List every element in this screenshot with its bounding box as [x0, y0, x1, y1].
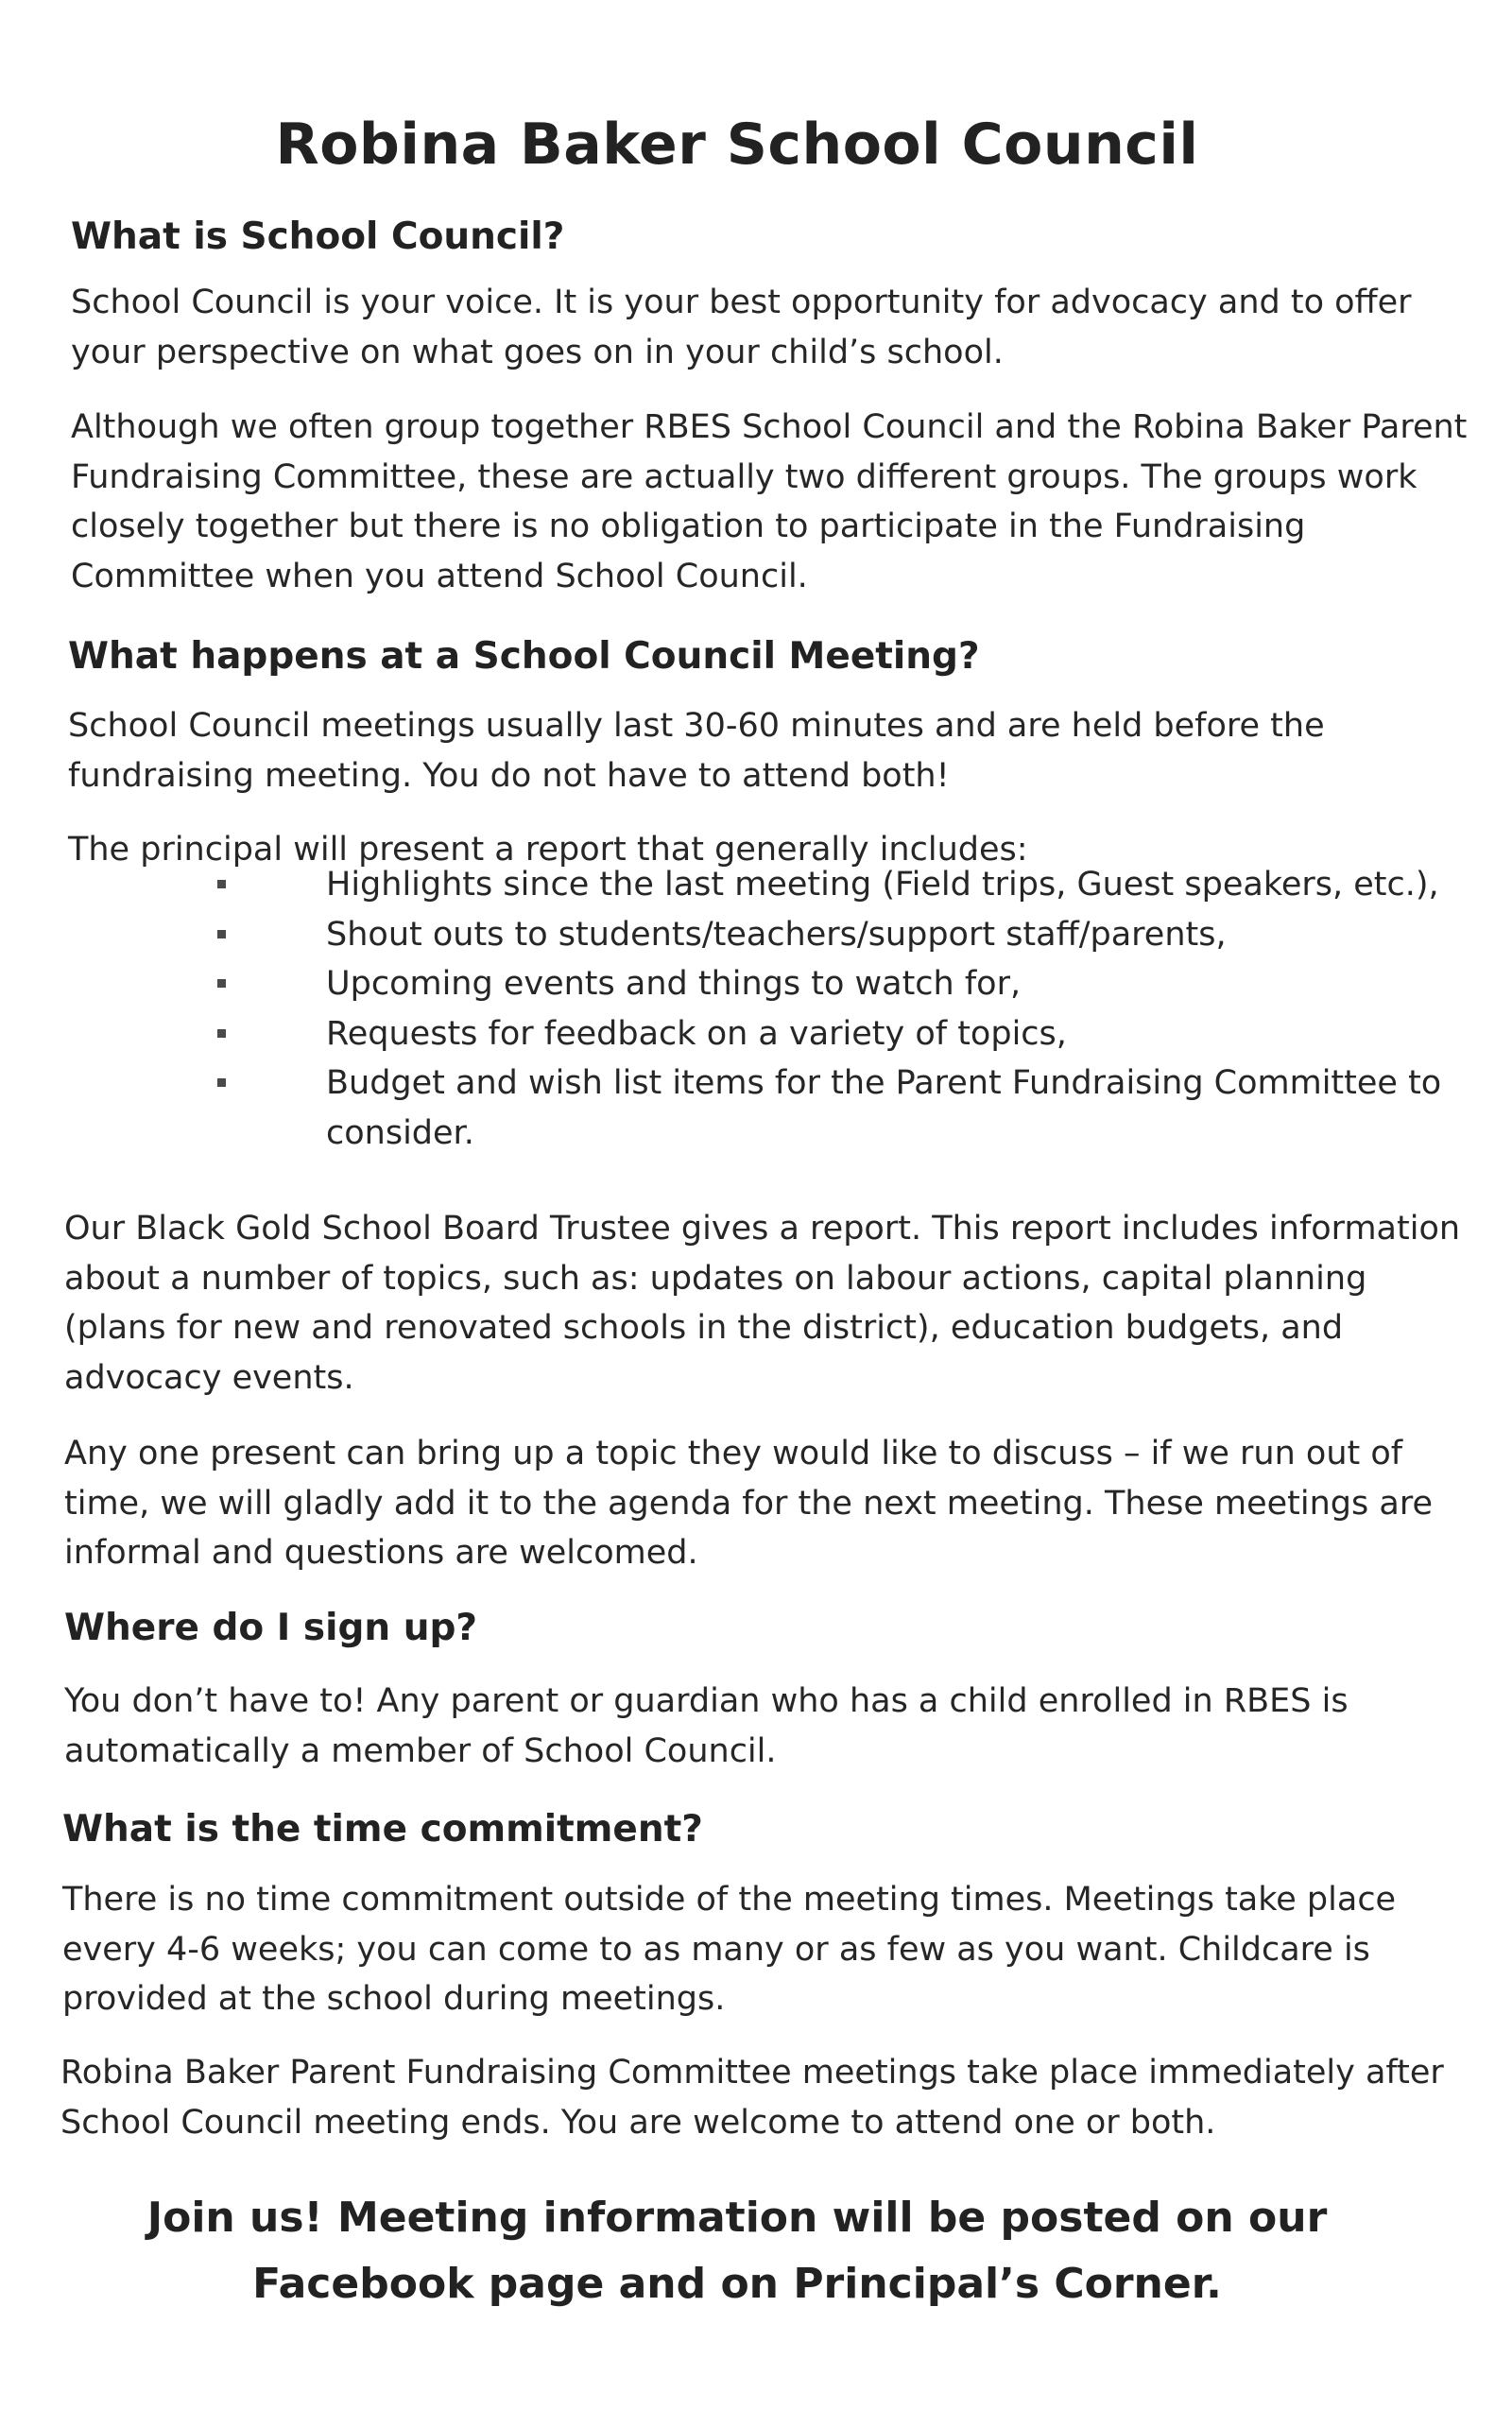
closing-call-to-action-line-2: Facebook page and on Principal’s Corner. — [252, 2260, 1222, 2308]
closing-call-to-action-line-1: Join us! Meeting information will be posted on our — [146, 2194, 1328, 2242]
heading-what-happens-at-meeting: What happens at a School Council Meeting? — [68, 635, 980, 678]
list-item-text: Budget and wish list items for the Parent Fundraising Committee to consider. — [326, 1064, 1442, 1152]
paragraph-meeting-duration: School Council meetings usually last 30-60 minutes and are held before the fundraising meeting. You do not have to attend both! — [68, 707, 1325, 795]
paragraph-council-is-your-voice: School Council is your voice. It is your best opportunity for advocacy and to offer your perspective on what goes on in your child’s school. — [71, 284, 1412, 371]
paragraph-automatic-membership: You don’t have to! Any parent or guardian who has a child enrolled in RBES is automatically a member of School Council. — [64, 1682, 1349, 1770]
list-item — [208, 1009, 1455, 1059]
list-item-text: Shout outs to students/teachers/support staff/parents, — [326, 915, 1227, 954]
heading-where-do-i-sign-up: Where do I sign up? — [64, 1607, 478, 1649]
list-item — [208, 1059, 1455, 1158]
list-item — [208, 959, 1455, 1009]
heading-what-is-school-council: What is School Council? — [71, 215, 565, 258]
bullet-square-icon — [217, 979, 226, 988]
bullet-square-icon — [217, 930, 226, 938]
list-item-text: Highlights since the last meeting (Field trips, Guest speakers, etc.), — [326, 866, 1439, 904]
list-item — [208, 910, 1455, 960]
paragraph-principal-report-intro: The principal will present a report that generally includes: — [68, 831, 1028, 869]
paragraph-two-different-groups: Although we often group together RBES School Council and the Robina Baker Parent Fundraising Committee, these are actually two different groups. The groups work closely together but there is no obligation to participate in the Fundraising Committee when you attend School Council. — [71, 408, 1468, 595]
list-item-text: Upcoming events and things to watch for, — [326, 965, 1022, 1003]
paragraph-trustee-report: Our Black Gold School Board Trustee gives a report. This report includes information about a number of topics, such as: updates on labour actions, capital planning (plans for new and renovated schools in the district), education budgets, and advocacy events. — [64, 1210, 1461, 1397]
list-item-text: Requests for feedback on a variety of topics, — [326, 1014, 1067, 1053]
bullet-square-icon — [217, 1029, 226, 1038]
principal-report-list — [208, 860, 1455, 1158]
list-item — [208, 860, 1455, 910]
heading-time-commitment: What is the time commitment? — [62, 1808, 703, 1851]
bullet-square-icon — [217, 880, 226, 888]
paragraph-meeting-frequency: There is no time commitment outside of the meeting times. Meetings take place every 4-6 weeks; you can come to as many or as few as you want. Childcare is provided at the school during meetings. — [62, 1881, 1397, 2018]
bullet-square-icon — [217, 1078, 226, 1087]
document-title: Robina Baker School Council — [275, 112, 1199, 178]
paragraph-any-topic-welcome: Any one present can bring up a topic they would like to discuss – if we run out of time, we will gladly add it to the agenda for the next meeting. These meetings are informal and questions are welcomed. — [64, 1435, 1433, 1572]
paragraph-fundraising-after-council: Robina Baker Parent Fundraising Committee meetings take place immediately after School Council meeting ends. You are welcome to attend one or both. — [60, 2054, 1444, 2142]
